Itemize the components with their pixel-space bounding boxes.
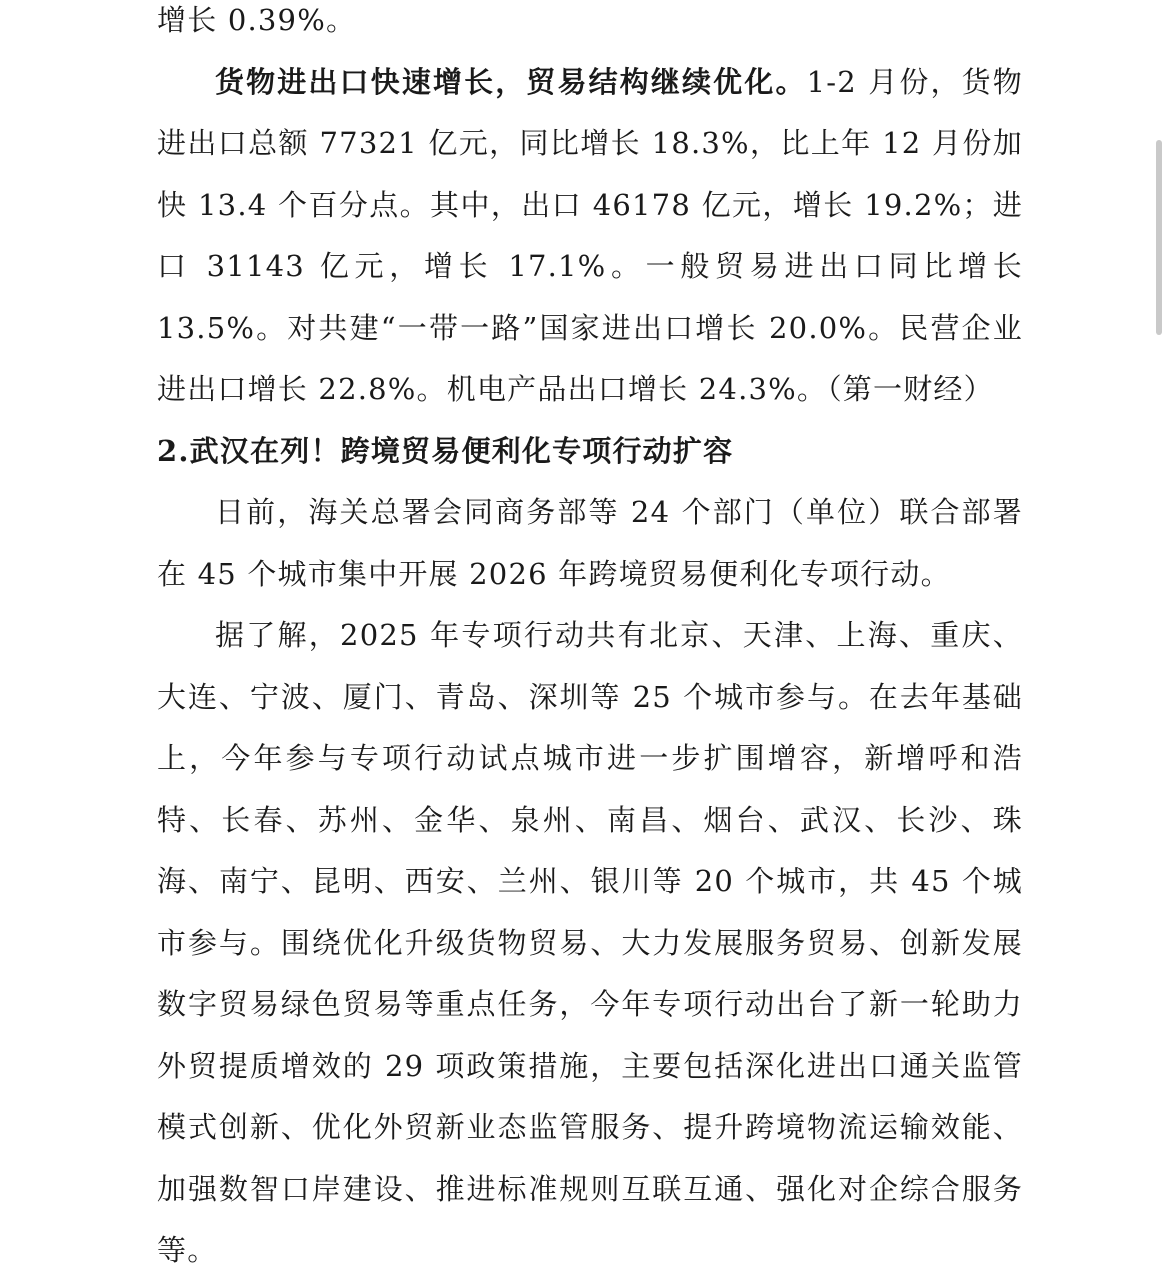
paragraph-text: 据了解，2025 年专项行动共有北京、天津、上海、重庆、大连、宁波、厦门、青岛、深圳等 25 个城市参与。在去年基础上，今年参与专项行动试点城市进一步扩围增容，新增呼和浩特、长春、苏州、金华、泉州、南昌、烟台、武汉、长沙、珠海、南宁、昆明、西安、兰州、银川等 20 个城市，共 45 个城市参与。围绕优化升级货物贸易、大力发展服务贸易、创新发展数字贸易绿色贸易等重点任务，今年专项行动出台了新一轮助力外贸提质增效的 29 项政策措施，主要包括深化进出口通关监管模式创新、优化外贸新业态监管服务、提升跨境物流运输效能、加强数智口岸建设、推进标准规则互联互通、强化对企综合服务等。 (157, 618, 1023, 1267)
paragraph-trade-growth (157, 52, 1023, 421)
section-heading (157, 421, 1023, 483)
paragraph-text: 1-2 月份，货物进出口总额 77321 亿元，同比增长 18.3%，比上年 12 月份加快 13.4 个百分点。其中，出口 46178 亿元，增长 19.2%；进口 31143 亿元，增长 17.1%。一般贸易进出口同比增长 13.5%。对共建“一带一路”国家进出口增长 20.0%。民营企业进出口增长 22.8%。机电产品出口增长 24.3%。（第一财经） (157, 64, 1023, 406)
paragraph-details (157, 605, 1023, 1282)
paragraph-text: 增长 0.39%。 (157, 3, 357, 37)
paragraph-trade-growth-tail (157, 0, 1023, 52)
scrollbar-thumb[interactable] (1156, 140, 1162, 335)
section-heading-text: 2.武汉在列！跨境贸易便利化专项行动扩容 (157, 433, 734, 468)
paragraph-intro (157, 482, 1023, 605)
paragraph-lead: 货物进出口快速增长，贸易结构继续优化。 (215, 64, 807, 99)
paragraph-text: 日前，海关总署会同商务部等 24 个部门（单位）联合部署在 45 个城市集中开展 2026 年跨境贸易便利化专项行动。 (157, 495, 1023, 591)
document-body (157, 0, 1023, 1282)
